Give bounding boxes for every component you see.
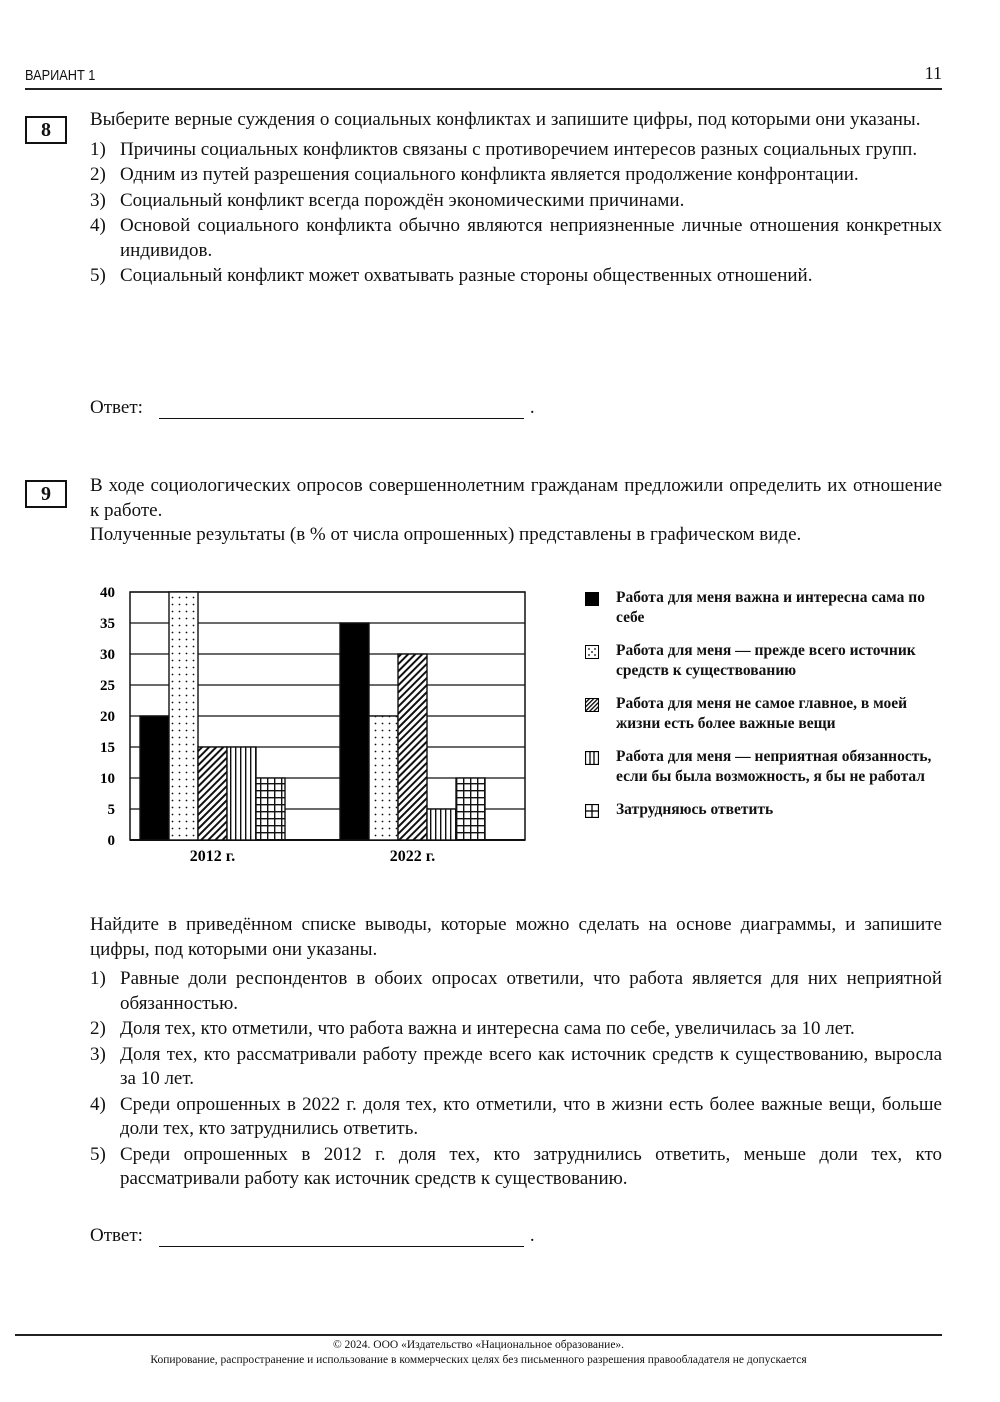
option-item — [90, 138, 942, 163]
question-9 — [90, 913, 942, 1192]
question-9-intro-text-2: Полученные результаты (в % от числа опрошенных) представлены в графическом виде. — [90, 524, 802, 545]
diagonal-hatch-swatch-icon — [585, 698, 599, 712]
y-tick-label: 20 — [100, 709, 115, 725]
option-text: Доля тех, кто рассматривали работу прежде всего как источник средств к существованию, выросла за 10 лет. — [120, 1043, 942, 1089]
option-text: Среди опрошенных в 2012 г. доля тех, кто затруднились ответить, меньше доли тех, кто рассматривали работу как источник средств к существованию. — [120, 1143, 942, 1189]
y-tick-label: 15 — [100, 740, 115, 756]
y-tick-label: 35 — [100, 616, 115, 632]
legend-label: Работа для меня не самое главное, в моей жизни есть более важные вещи — [616, 695, 908, 732]
question-9-intro — [90, 474, 942, 548]
copyright: © 2024. ООО «Издательство «Национальное образование». — [332, 1339, 625, 1351]
option-text: Среди опрошенных в 2022 г. доля тех, кто отметили, что в жизни есть более важные вещи, больше доли тех, кто затруднились ответить. — [120, 1093, 942, 1139]
x-category-label: 2012 г. — [189, 848, 236, 865]
question-8 — [90, 108, 942, 289]
dotted-swatch-icon — [585, 645, 599, 659]
bar — [369, 716, 398, 840]
option-number: 5) — [90, 265, 106, 286]
legend-item — [585, 641, 945, 681]
y-tick-label: 0 — [107, 833, 115, 849]
bar — [456, 778, 485, 840]
page-footer — [15, 1334, 942, 1368]
question-8-number: 8 — [25, 116, 67, 144]
legend-item — [585, 800, 945, 820]
option-text: Социальный конфликт может охватывать разные стороны общественных отношений. — [120, 265, 813, 286]
bar — [398, 654, 427, 840]
solid-swatch-icon — [585, 592, 599, 606]
option-text: Доля тех, кто отметили, что работа важна и интересна сама по себе, увеличилась за 10 лет. — [120, 1018, 855, 1039]
option-item — [90, 163, 942, 188]
option-number: 1) — [90, 968, 106, 989]
option-item — [90, 967, 942, 1016]
question-9-answer: Ответ: . — [90, 1225, 535, 1246]
bar — [256, 778, 285, 840]
answer-field-8[interactable] — [159, 400, 524, 419]
option-item — [90, 214, 942, 263]
legend-label: Работа для меня важна и интересна сама по себе — [616, 589, 925, 626]
legend-label: Затрудняюсь ответить — [616, 801, 774, 818]
bar — [427, 809, 456, 840]
legend-item — [585, 747, 945, 787]
option-item — [90, 1143, 942, 1192]
y-tick-label: 40 — [100, 585, 115, 601]
option-number: 3) — [90, 1043, 106, 1065]
question-9-options — [90, 967, 942, 1192]
answer-label: Ответ: — [90, 1225, 143, 1246]
x-category-label: 2022 г. — [389, 848, 436, 865]
option-number: 5) — [90, 1143, 106, 1165]
legend-item — [585, 588, 945, 628]
option-item — [90, 1093, 942, 1142]
bar — [198, 747, 227, 840]
vertical-hatch-swatch-icon — [585, 751, 599, 765]
page-number: 11 — [924, 63, 942, 83]
bar — [169, 592, 198, 840]
bar-chart — [85, 580, 545, 870]
y-tick-label: 5 — [107, 802, 115, 818]
legend-label: Работа для меня — прежде всего источник средств к существованию — [616, 642, 916, 679]
copyright-notice: Копирование, распространение и использование в коммерческих целях без письменного разрешения правообладателя не допускается — [150, 1354, 807, 1366]
legend-label: Работа для меня — неприятная обязанность, если бы была возможность, я бы не работал — [616, 748, 932, 785]
option-number: 2) — [90, 164, 106, 185]
y-tick-label: 25 — [100, 678, 115, 694]
variant-label: ВАРИАНТ 1 — [25, 67, 96, 84]
option-text: Одним из путей разрешения социального конфликта является продолжение конфронтации. — [120, 164, 859, 185]
question-9-number: 9 — [25, 480, 67, 508]
bar — [227, 747, 256, 840]
y-tick-label: 30 — [100, 647, 115, 663]
option-text: Основой социального конфликта обычно являются неприязненные личные отношения конкретных индивидов. — [120, 215, 942, 261]
bar — [340, 623, 369, 840]
bar — [140, 716, 169, 840]
question-8-prompt: Выберите верные суждения о социальных конфликтах и запишите цифры, под которыми они указаны. — [90, 109, 921, 130]
option-number: 4) — [90, 1093, 106, 1115]
answer-label: Ответ: — [90, 397, 143, 418]
option-text: Причины социальных конфликтов связаны с противоречием интересов разных социальных групп. — [120, 138, 918, 160]
option-number: 1) — [90, 138, 106, 160]
option-item — [90, 264, 942, 289]
legend-item — [585, 694, 945, 734]
option-item — [90, 1017, 942, 1042]
grid-swatch-icon — [585, 804, 599, 818]
option-item — [90, 189, 942, 214]
chart-legend — [585, 588, 945, 833]
page-header — [25, 62, 942, 90]
option-text: Равные доли респондентов в обоих опросах ответили, что работа является для них неприятной обязанностью. — [120, 968, 942, 1014]
question-8-options — [90, 138, 942, 289]
option-text: Социальный конфликт всегда порождён экономическими причинами. — [120, 189, 685, 211]
option-number: 3) — [90, 189, 106, 211]
answer-field-9[interactable] — [159, 1228, 524, 1247]
y-tick-label: 10 — [100, 771, 115, 787]
option-item — [90, 1043, 942, 1092]
question-9-intro-text: В ходе социологических опросов совершеннолетним гражданам предложили определить их отношение к работе. — [90, 475, 942, 521]
option-number: 2) — [90, 1018, 106, 1039]
option-number: 4) — [90, 215, 106, 236]
question-9-prompt: Найдите в приведённом списке выводы, которые можно сделать на основе диаграммы, и запишите цифры, под которыми они указаны. — [90, 914, 942, 960]
question-8-answer: Ответ: . — [90, 397, 535, 418]
